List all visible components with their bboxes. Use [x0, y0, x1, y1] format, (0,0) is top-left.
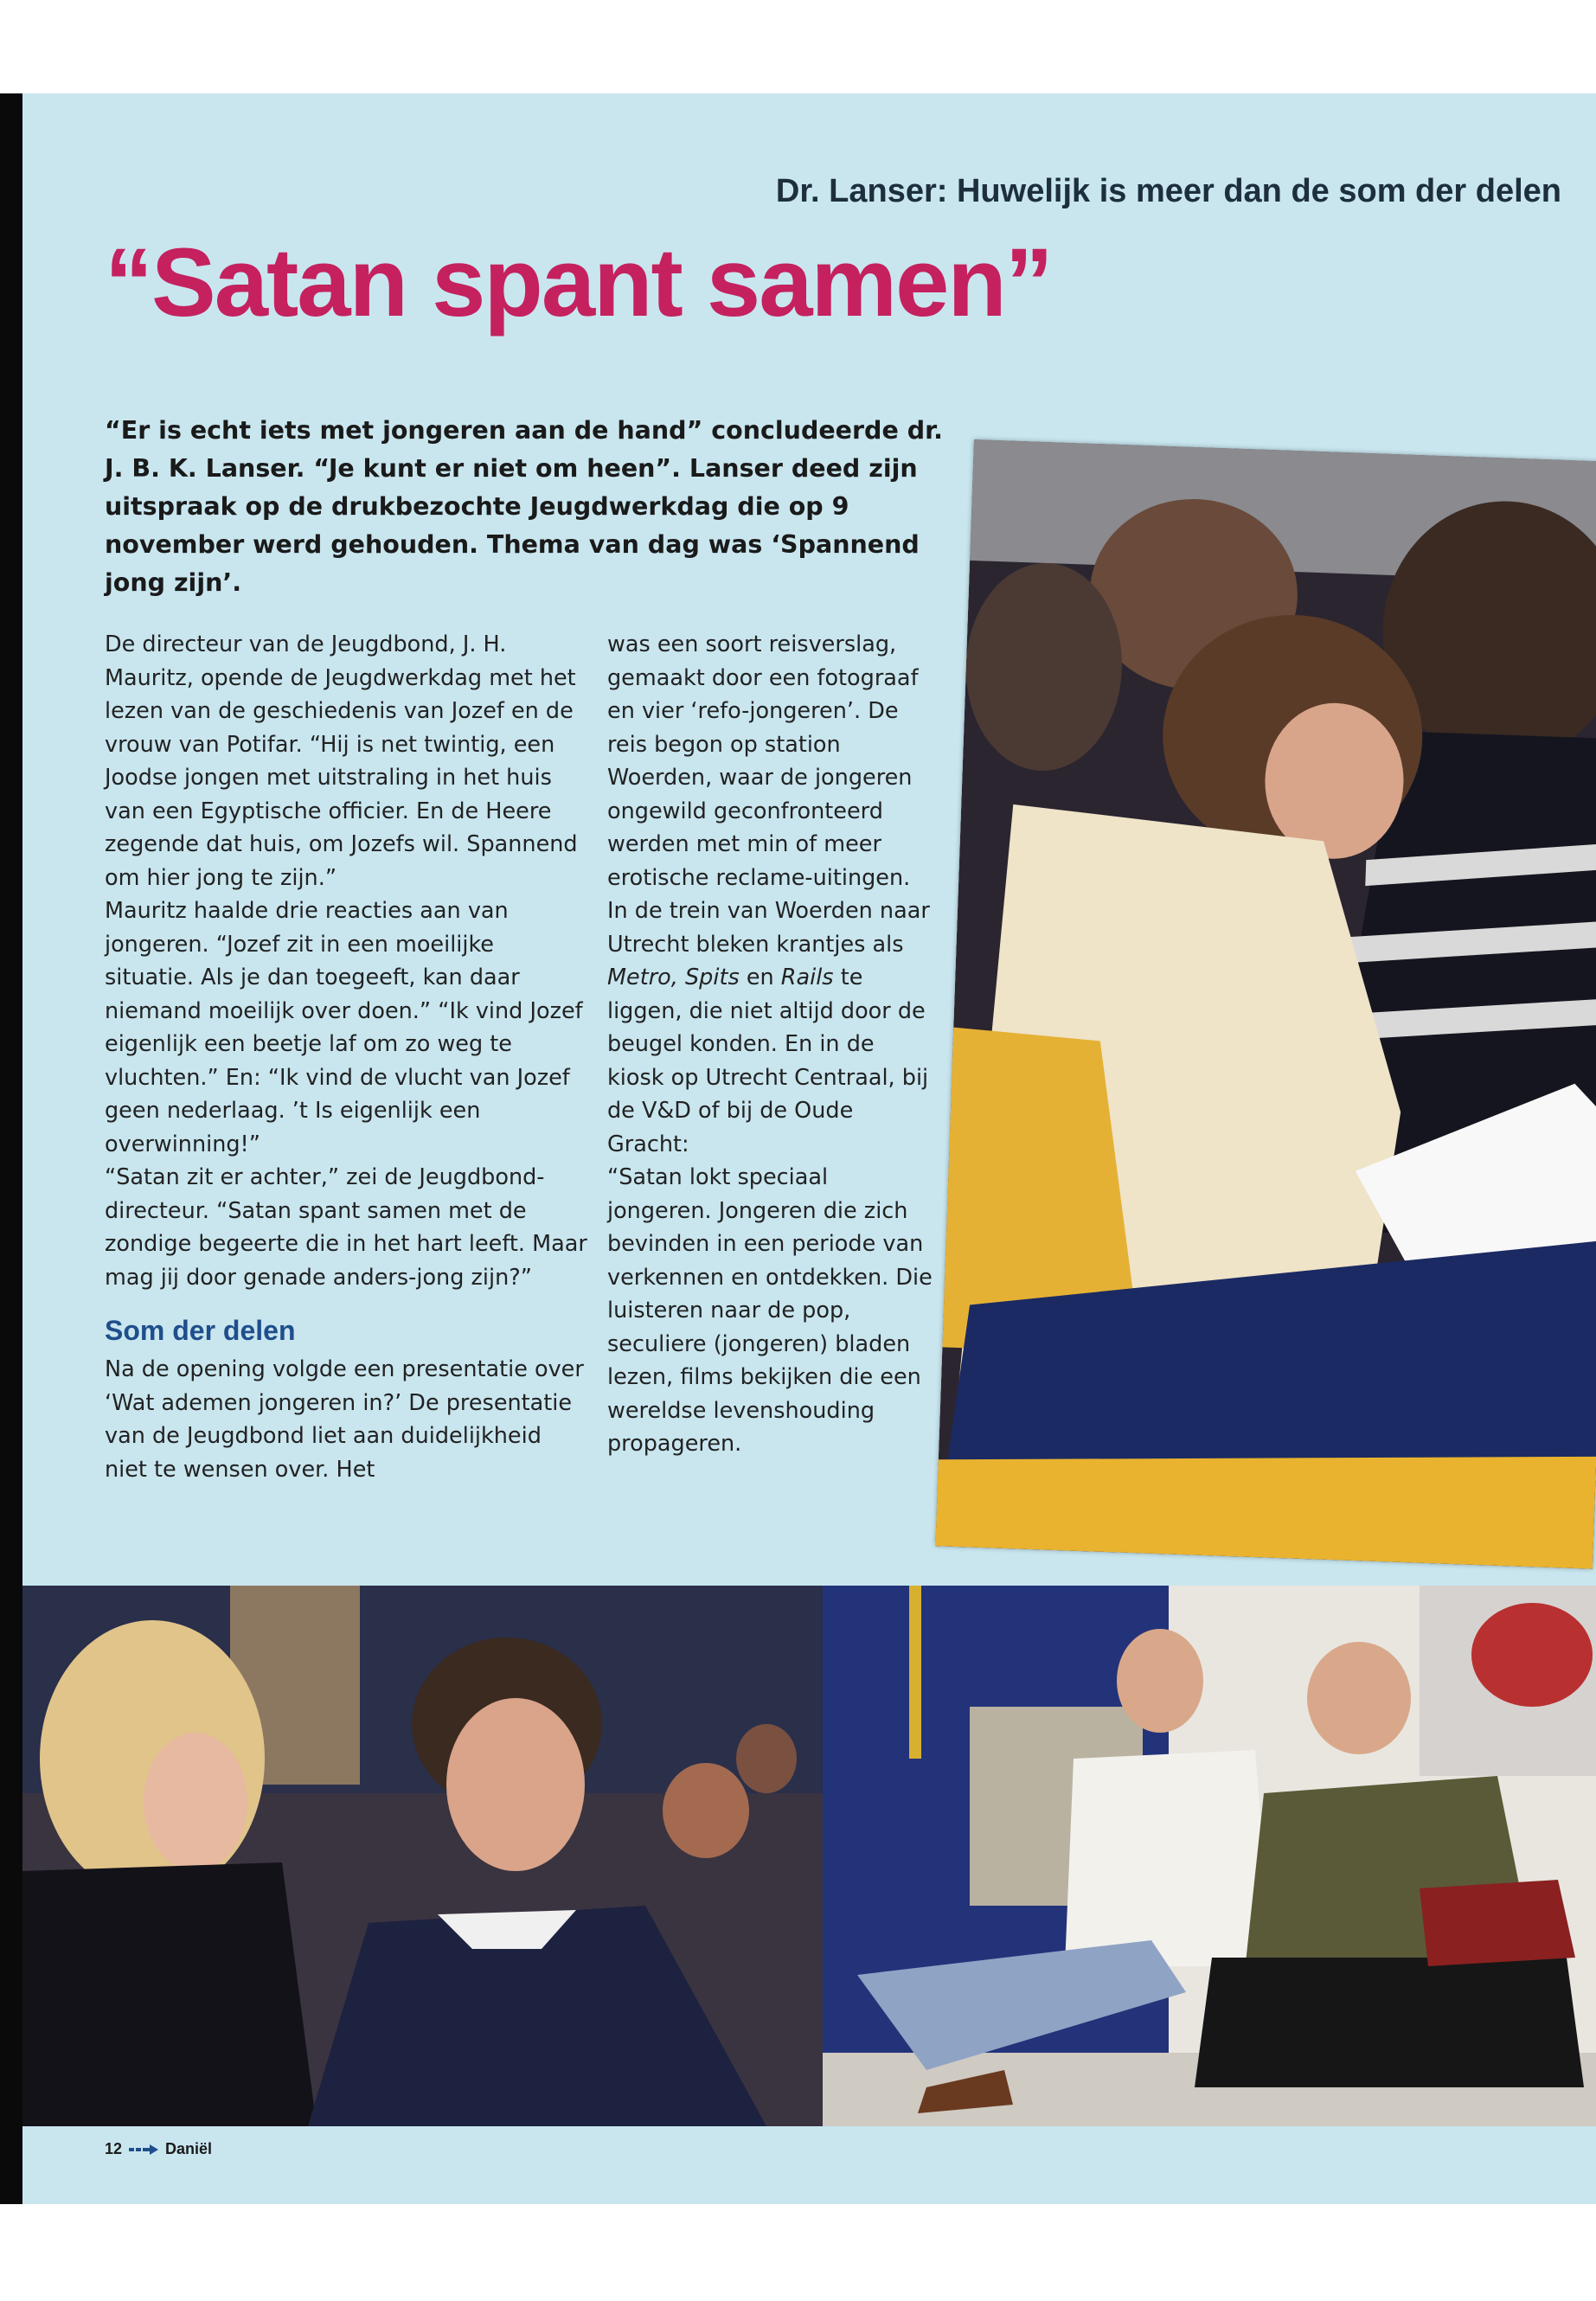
kicker-title: Dr. Lanser: Huwelijk is meer dan de som der delen [775, 173, 1561, 209]
scan-edge [0, 93, 22, 2204]
paragraph: De directeur van de Jeugdbond, J. H. Mauritz, opende de Jeugdwerkdag met het lezen van de geschiedenis van Jozef en de vrouw van Potifar. “Hij is net twintig, een Joodse jongen met uitstraling in het huis van een Egyptische officier. En de Heere zegende dat huis, om Jozefs wil. Spannend om hier jong te zijn.” [105, 631, 578, 891]
italic-text: Metro, Spits [607, 965, 740, 990]
page-footer [105, 2140, 212, 2158]
subheading: Som der delen [105, 1315, 296, 1346]
magazine-name: Daniël [165, 2140, 213, 2157]
arrow-icon [129, 2144, 158, 2156]
photo-audience-writing [935, 439, 1596, 1569]
article-column-1 [105, 628, 589, 1486]
page-number: 12 [105, 2140, 123, 2157]
headline: “Satan spant samen” [105, 228, 1052, 336]
article-column-2 [607, 628, 936, 1461]
paragraph: Mauritz haalde drie reacties aan van jongeren. “Jozef zit in een moeilijke situatie. Als je dan toegeeft, kan daar niemand moeilijk over doen.” “Ik vind Jozef eigenlijk een beetje laf om zo weg te vluchten.” En: “Ik vind de vlucht van Jozef geen nederlaag. ’t Is eigenlijk een overwinning!” [105, 898, 583, 1157]
paragraph: was een soort reisverslag, gemaakt door een fotograaf en vier ‘refo-jongeren’. De reis begon op station Woerden, waar de jongeren ongewild geconfronteerd werden met min of meer erotische reclame-uitingen. In de trein van Woerden naar Utrecht bleken krantjes als Metro, Spits en Rails te liggen, die niet altijd door de beugel konden. En in de kiosk op Utrecht Centraal, bij de V&D of bij de Oude Gracht: [607, 631, 930, 1157]
italic-text: Rails [780, 965, 834, 990]
paragraph: “Satan lokt speciaal jongeren. Jongeren die zich bevinden in een periode van verkennen en ontdekken. Die luisteren naar de pop, seculiere (jongeren) bladen lezen, films bekijken die een wereldse levenshouding propageren. [607, 1164, 933, 1457]
photo-two-young-men [823, 1586, 1596, 2126]
paragraph: “Satan zit er achter,” zei de Jeugdbond-directeur. “Satan spant samen met de zondige begeerte die in het hart leeft. Maar mag jij door genade anders-jong zijn?” [105, 1164, 587, 1291]
magazine-page [22, 93, 1596, 2204]
paragraph: Na de opening volgde een presentatie over ‘Wat ademen jongeren in?’ De presentatie van de Jeugdbond liet aan duidelijkheid niet te wensen over. Het [105, 1356, 584, 1483]
photo-audience-listening [22, 1586, 823, 2126]
intro-paragraph: “Er is echt iets met jongeren aan de hand” concludeerde dr. J. B. K. Lanser. “Je kunt er niet om heen”. Lanser deed zijn uitspraak op de drukbezochte Jeugdwerkdag die op 9 november werd gehouden. Thema van dag was ‘Spannend jong zijn’. [105, 416, 943, 597]
